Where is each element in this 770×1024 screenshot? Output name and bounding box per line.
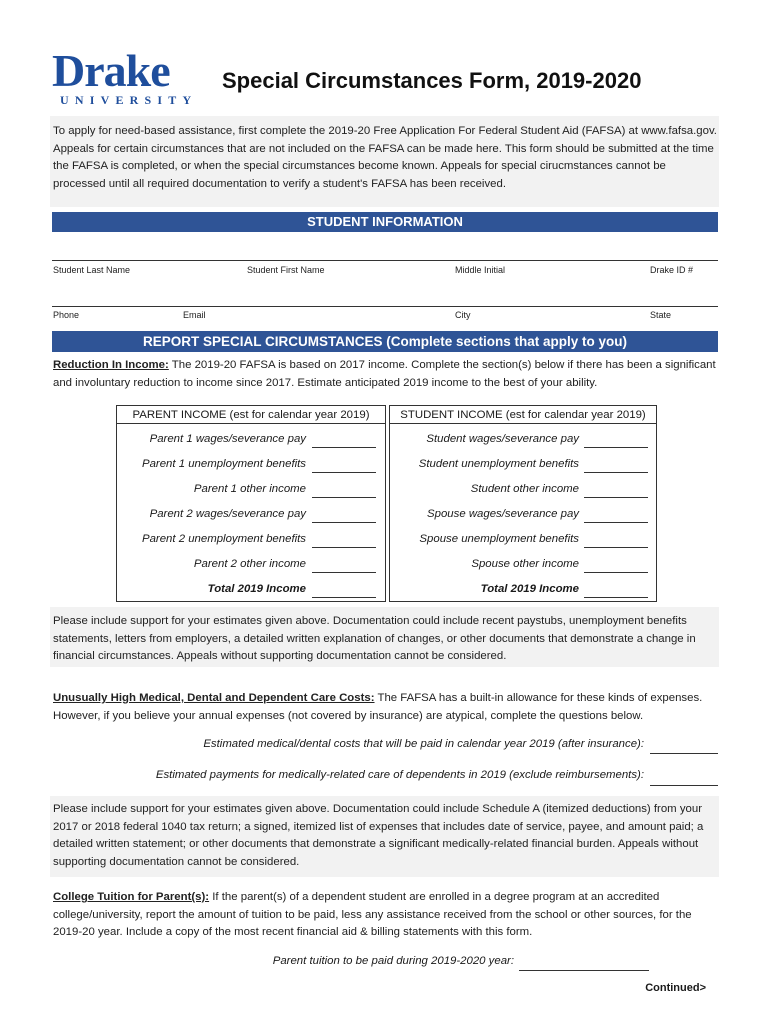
student-amount-field[interactable] bbox=[584, 447, 648, 448]
parent-total-label: Total 2019 Income bbox=[207, 583, 306, 595]
reduction-heading: Reduction In Income: bbox=[53, 359, 169, 371]
parent-tuition-label: Parent tuition to be paid during 2019-2020 year: bbox=[272, 955, 514, 967]
reduction-text: The 2019-20 FAFSA is based on 2017 income. Complete the section(s) below if there has been a significant and involuntary reduction to income since 2017. Estimate anticipated 2019 income to the best of your ability. bbox=[53, 359, 716, 389]
student-row-label: Student wages/severance pay bbox=[426, 433, 579, 445]
parent-amount-field[interactable] bbox=[312, 497, 376, 498]
student-contact-input-row[interactable] bbox=[52, 283, 718, 307]
parent-row-label: Parent 1 other income bbox=[193, 483, 306, 495]
parent-amount-field[interactable] bbox=[312, 447, 376, 448]
parent-row-label: Parent 2 unemployment benefits bbox=[142, 533, 306, 545]
field-label-state: State bbox=[650, 310, 672, 320]
medical-support-text: Please include support for your estimates given above. Documentation could include Schedule A (itemized deductions) from your 2017 or 2018 federal 1040 tax return; a signed, itemized list of expenses that includes date of service, payee, and amount paid; a detailed written statement; or other documents that demonstrate a significant medically-related financial burden. Appeals without supporting documentation cannot be considered. bbox=[53, 803, 704, 868]
intro-text: To apply for need-based assistance, first complete the 2019-20 Free Application For Federal Student Aid (FAFSA) at www.fafsa.gov. Appeals for certain circumstances that are not included on the FAFSA can be made here. This form should be submitted at the time the FAFSA is completed, or when the special circumstances become known. Appeals for special cirucmstances cannot be processed until all required documentation to verify a student's FAFSA has been received. bbox=[53, 125, 717, 190]
field-label-first-name: Student First Name bbox=[247, 265, 325, 275]
field-label-email: Email bbox=[183, 310, 206, 320]
parent-total-field[interactable] bbox=[312, 597, 376, 598]
field-label-last-name: Student Last Name bbox=[53, 265, 131, 275]
field-label-drake-id: Drake ID # bbox=[650, 265, 694, 275]
medical-heading: Unusually High Medical, Dental and Dependent Care Costs: bbox=[53, 692, 375, 704]
report-circumstances-header: REPORT SPECIAL CIRCUMSTANCES (Complete sections that apply to you) bbox=[52, 331, 718, 352]
drake-logo-university: UNIVERSITY bbox=[60, 93, 198, 107]
field-label-phone: Phone bbox=[53, 310, 80, 320]
intro-paragraph bbox=[50, 116, 719, 207]
student-row-label: Student other income bbox=[470, 483, 579, 495]
divider bbox=[52, 306, 718, 307]
parent-amount-field[interactable] bbox=[312, 472, 376, 473]
parent-amount-field[interactable] bbox=[312, 572, 376, 573]
dependent-care-label: Estimated payments for medically-related care of dependents in 2019 (exclude reimbursements): bbox=[155, 769, 644, 781]
parent-amount-field[interactable] bbox=[312, 547, 376, 548]
student-income-header: STUDENT INCOME (est for calendar year 2019) bbox=[389, 405, 657, 424]
reduction-intro bbox=[53, 357, 717, 392]
student-row-label: Spouse unemployment benefits bbox=[419, 533, 579, 545]
field-label-middle-initial: Middle Initial bbox=[455, 265, 506, 275]
continued-label: Continued> bbox=[645, 982, 706, 994]
student-amount-field[interactable] bbox=[584, 572, 648, 573]
student-name-input-row[interactable] bbox=[52, 238, 718, 262]
parent-row-label: Parent 1 unemployment benefits bbox=[142, 458, 306, 470]
dependent-care-field[interactable] bbox=[650, 785, 718, 786]
income-support-text: Please include support for your estimates given above. Documentation could include recent paystubs, unemployment benefits statements, letters from employers, a detailed written explanation of changes, or other documents that demonstrate a change in financial circumstances. Appeals without supporting documentation cannot be considered. bbox=[53, 615, 696, 662]
form-title: Special Circumstances Form, 2019-2020 bbox=[222, 68, 642, 93]
student-info-header: STUDENT INFORMATION bbox=[52, 212, 718, 232]
tuition-heading: College Tuition for Parent(s): bbox=[53, 891, 210, 903]
parent-tuition-field[interactable] bbox=[519, 970, 649, 971]
student-row-label: Student unemployment benefits bbox=[418, 458, 579, 470]
medical-support-note bbox=[50, 796, 719, 877]
income-support-note bbox=[50, 607, 719, 667]
student-row-label: Spouse wages/severance pay bbox=[427, 508, 579, 520]
student-total-field[interactable] bbox=[584, 597, 648, 598]
medical-intro bbox=[53, 690, 717, 725]
parent-income-header: PARENT INCOME (est for calendar year 2019) bbox=[116, 405, 386, 424]
student-total-label: Total 2019 Income bbox=[480, 583, 579, 595]
medical-costs-label: Estimated medical/dental costs that will be paid in calendar year 2019 (after insurance): bbox=[203, 738, 644, 750]
medical-costs-field[interactable] bbox=[650, 753, 718, 754]
divider bbox=[52, 260, 718, 261]
student-row-label: Spouse other income bbox=[471, 558, 579, 570]
parent-row-label: Parent 2 wages/severance pay bbox=[149, 508, 306, 520]
parent-row-label: Parent 2 other income bbox=[193, 558, 306, 570]
medical-text: The FAFSA has a built-in allowance for these kinds of expenses. However, if you believe your annual expenses (not covered by insurance) are atypical, complete the questions below. bbox=[53, 692, 703, 722]
tuition-intro bbox=[53, 889, 717, 942]
student-amount-field[interactable] bbox=[584, 497, 648, 498]
student-amount-field[interactable] bbox=[584, 522, 648, 523]
parent-row-label: Parent 1 wages/severance pay bbox=[149, 433, 306, 445]
field-label-city: City bbox=[455, 310, 471, 320]
parent-amount-field[interactable] bbox=[312, 522, 376, 523]
drake-logo: Drake bbox=[52, 45, 170, 96]
student-amount-field[interactable] bbox=[584, 547, 648, 548]
student-amount-field[interactable] bbox=[584, 472, 648, 473]
tuition-text: If the parent(s) of a dependent student are enrolled in a degree program at an accredited college/university, report the amount of tuition to be paid, less any assistance received from the school or other sources, for the 2019-20 year. Include a copy of the most recent financial aid & billing statements with this form. bbox=[53, 891, 692, 938]
